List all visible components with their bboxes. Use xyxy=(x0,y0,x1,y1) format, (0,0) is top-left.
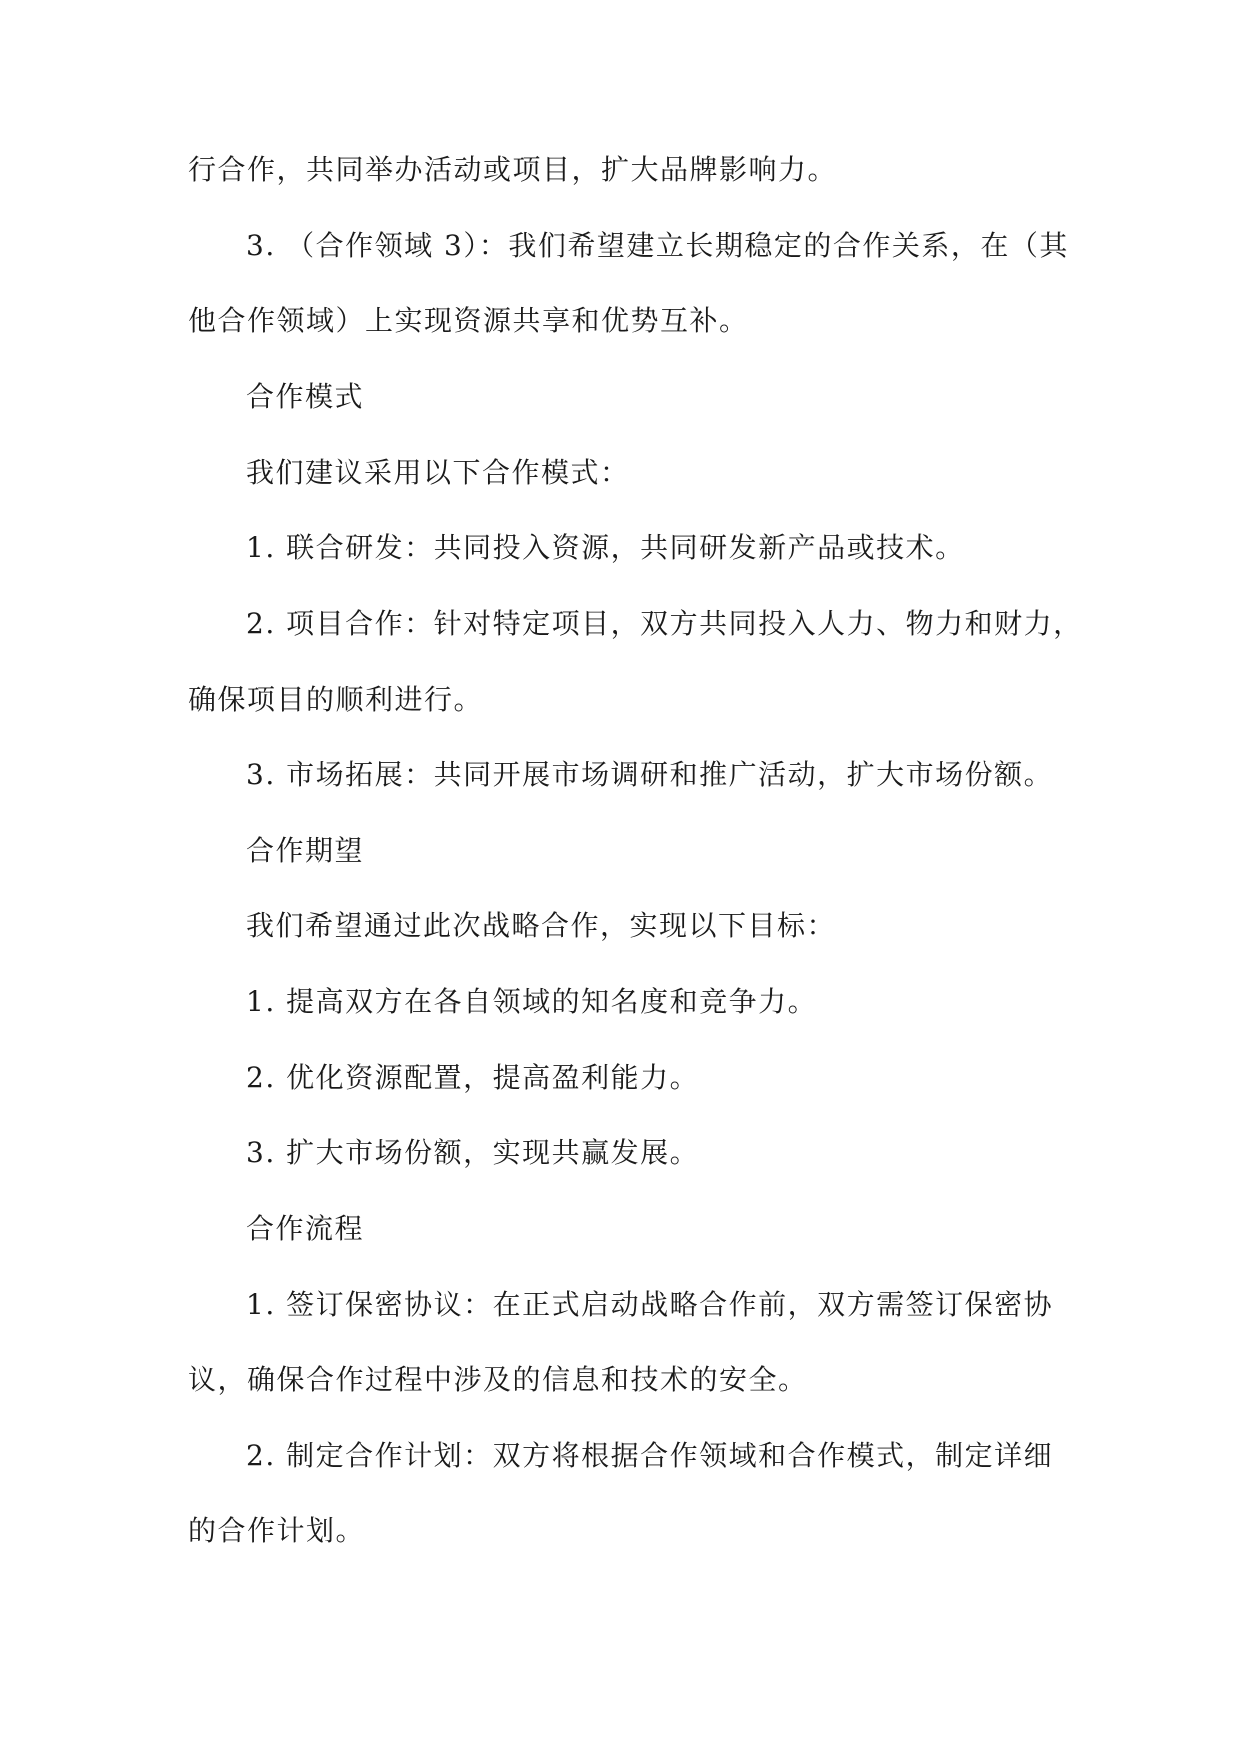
list-item-line: 2. 项目合作：针对特定项目，双方共同投入人力、物力和财力， xyxy=(246,607,1083,640)
paragraph-line: 的合作计划。 xyxy=(188,1514,366,1547)
list-item-line: 1. 提高双方在各自领域的知名度和竞争力。 xyxy=(246,985,818,1018)
section-heading: 合作流程 xyxy=(246,1212,365,1245)
paragraph-line: 我们希望通过此次战略合作，实现以下目标： xyxy=(246,909,837,942)
list-item-line: 3. （合作领域 3）：我们希望建立长期稳定的合作关系，在（其 xyxy=(246,229,1069,262)
paragraph-line: 确保项目的顺利进行。 xyxy=(188,683,484,716)
list-item-line: 1. 签订保密协议：在正式启动战略合作前，双方需签订保密协 xyxy=(246,1288,1054,1321)
list-item-line: 2. 制定合作计划：双方将根据合作领域和合作模式，制定详细 xyxy=(246,1439,1054,1472)
list-item-line: 3. 扩大市场份额，实现共赢发展。 xyxy=(246,1136,700,1169)
paragraph-line: 我们建议采用以下合作模式： xyxy=(246,456,630,489)
paragraph-line: 议，确保合作过程中涉及的信息和技术的安全。 xyxy=(188,1363,808,1396)
list-item-line: 3. 市场拓展：共同开展市场调研和推广活动，扩大市场份额。 xyxy=(246,758,1054,791)
paragraph-line: 他合作领域）上实现资源共享和优势互补。 xyxy=(188,304,749,337)
list-item-line: 2. 优化资源配置，提高盈利能力。 xyxy=(246,1061,700,1094)
section-heading: 合作模式 xyxy=(246,380,365,413)
section-heading: 合作期望 xyxy=(246,834,365,867)
list-item-line: 1. 联合研发：共同投入资源，共同研发新产品或技术。 xyxy=(246,531,965,564)
paragraph-line: 行合作，共同举办活动或项目，扩大品牌影响力。 xyxy=(188,153,838,186)
